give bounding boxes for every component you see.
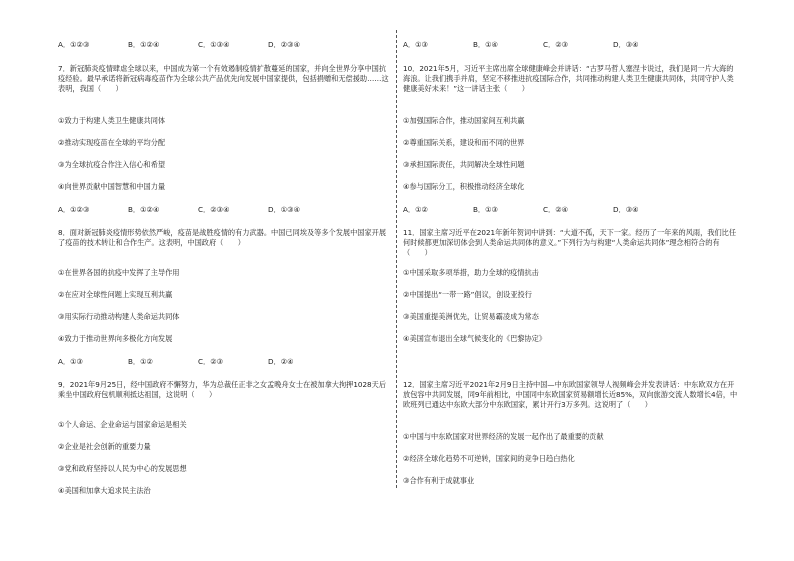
q9-item-3: ③党和政府坚持以人民为中心的发展思想 <box>58 464 187 473</box>
option-b: B．①② <box>128 357 154 366</box>
question-10 <box>403 64 738 94</box>
question-12-stem: 12．国家主席习近平2021年2月9日主持中国—中东欧国家领导人视频峰会并发表讲话：中东欧双方在开放包容中共同发展，同9年前相比，中国同中东欧国家贸易额增长近85%，双向旅游交流人数增长4倍，中欧班列已通达中东欧大部分中东欧国家，累计开行3万多列。这说明了（ ） <box>403 380 738 409</box>
option-c: C．①③④ <box>198 40 230 49</box>
q9-item-2: ②企业是社会创新的重要力量 <box>58 442 151 451</box>
q12-item-1: ①中国与中东欧国家对世界经济的发展一起作出了最重要的贡献 <box>403 432 604 441</box>
q11-item-3: ③美国重提美洲优先，让贸易霸凌成为常态 <box>403 312 539 321</box>
option-a: A．①② <box>403 205 428 214</box>
question-7 <box>58 64 393 94</box>
question-10-stem: 10．2021年5月，习近平主席出席全球健康峰会并讲话：“古罗马哲人塞涅卡说过，我们是同一片大海的海浪。让我们携手并肩，坚定不移推进抗疫国际合作，共同推动构建人类卫生健康共同体，共同守护人类健康美好未来！”这一讲话主张（ ） <box>403 64 734 93</box>
question-8-stem: 8．面对新冠肺炎疫情形势依然严峻，疫苗是战胜疫情的有力武器。中国已同埃及等多个发展中国家开展了疫苗的技术转让和合作生产。这表明，中国政府（ ） <box>58 228 387 247</box>
option-a: A．①②③ <box>58 40 90 49</box>
q10-item-1: ①加强国际合作，推动国家间互利共赢 <box>403 116 525 125</box>
q7-item-2: ②推动实现疫苗在全球的平均分配 <box>58 138 166 147</box>
option-d: D．①③④ <box>268 205 301 214</box>
option-d: D．③④ <box>613 40 639 49</box>
q9-item-1: ①个人命运、企业命运与国家命运是相关 <box>58 420 187 429</box>
q8-item-2: ②在应对全球性问题上实现互利共赢 <box>58 290 173 299</box>
option-d: D．②③④ <box>268 40 301 49</box>
top-options-right <box>403 40 683 50</box>
option-b: B．①④ <box>473 40 499 49</box>
q7-item-3: ③为全球抗疫合作注入信心和希望 <box>58 160 166 169</box>
column-divider <box>396 30 397 488</box>
question-11-stem: 11．国家主席习近平在2021年新年贺词中讲到：“大道不孤，天下一家。经历了一年来的风雨，我们比任何时候都更加深切体会到人类命运共同体的意义。”下列行为与构建“人类命运共同体”理念相符合的有（ ） <box>403 228 737 257</box>
q10-item-4: ④参与国际分工，积极推动经济全球化 <box>403 182 525 191</box>
question-12 <box>403 380 738 410</box>
option-b: B．①②④ <box>128 205 160 214</box>
q12-item-3: ③合作有利于成就事业 <box>403 476 475 485</box>
option-a: A．①②③ <box>58 205 90 214</box>
q8-item-4: ④致力于推动世界向多极化方向发展 <box>58 334 173 343</box>
option-c: C．②③④ <box>198 205 230 214</box>
option-b: B．①②④ <box>128 40 160 49</box>
option-a: A．①③ <box>58 357 83 366</box>
q10-options <box>403 205 683 215</box>
question-11 <box>403 228 738 258</box>
q11-item-1: ①中国采取多项举措，助力全球的疫情抗击 <box>403 268 539 277</box>
q8-options <box>58 357 338 367</box>
q8-item-1: ①在世界各国的抗疫中发挥了主导作用 <box>58 268 180 277</box>
q8-item-3: ③用实际行动推动构建人类命运共同体 <box>58 312 180 321</box>
q9-item-4: ④美国和加拿大追求民主法治 <box>58 486 151 495</box>
question-8 <box>58 228 393 248</box>
q10-item-2: ②尊重国际关系，建设和而不同的世界 <box>403 138 525 147</box>
option-c: C．②③ <box>198 357 224 366</box>
q7-options <box>58 205 338 215</box>
q12-item-2: ②经济全球化趋势不可逆转，国家间的竞争日趋白热化 <box>403 454 575 463</box>
option-a: A．①③ <box>403 40 428 49</box>
q11-item-4: ④美国宣布退出全球气候变化的《巴黎协定》 <box>403 334 547 343</box>
q11-item-2: ②中国提出“一带一路”倡议，创设亚投行 <box>403 290 532 299</box>
question-9-stem: 9．2021年9月25日，经中国政府不懈努力，华为总裁任正非之女孟晚舟女士在被加拿大拘押1028天后乘坐中国政府包机顺利抵达祖国，这说明（ ） <box>58 380 387 399</box>
option-c: C．②③ <box>543 40 569 49</box>
q7-item-4: ④向世界贡献中国智慧和中国力量 <box>58 182 166 191</box>
question-9 <box>58 380 393 400</box>
option-d: D．②④ <box>268 357 294 366</box>
q7-item-1: ①致力于构建人类卫生健康共同体 <box>58 116 166 125</box>
q10-item-3: ③承担国际责任，共同解决全球性问题 <box>403 160 525 169</box>
option-b: B．①③ <box>473 205 499 214</box>
option-d: D．③④ <box>613 205 639 214</box>
question-7-stem: 7．新冠肺炎疫情肆虐全球以来，中国成为第一个有效遏制疫情扩散蔓延的国家，并向全世界分享中国抗疫经验。最早承诺将新冠病毒疫苗作为全球公共产品优先向发展中国家提供，包括捐赠和无偿援助……这表明，我国（ ） <box>58 64 389 93</box>
top-options-left <box>58 40 338 50</box>
option-c: C．②④ <box>543 205 569 214</box>
